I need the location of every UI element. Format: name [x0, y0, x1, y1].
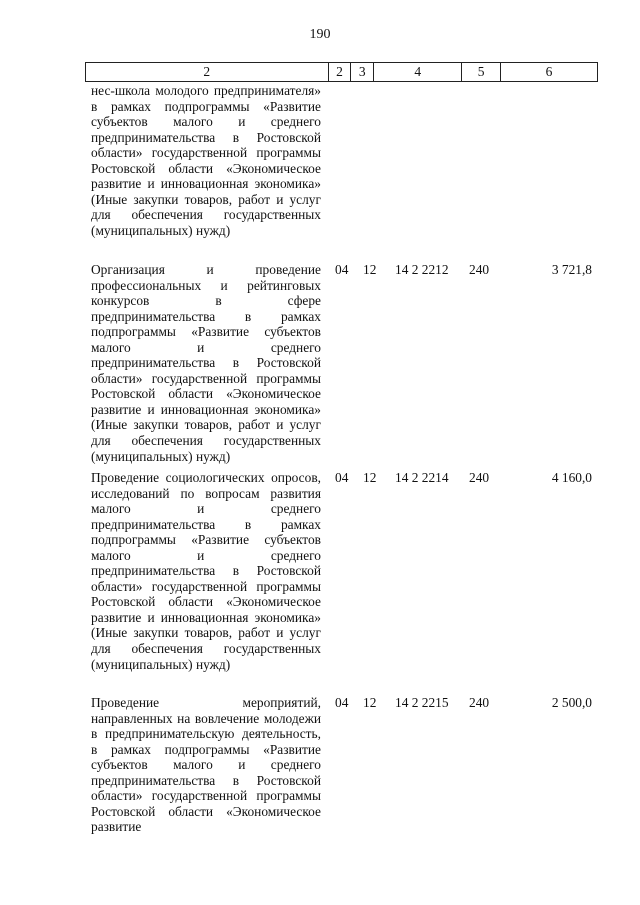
column-header: 2: [86, 63, 329, 81]
table-header: [85, 62, 598, 82]
column-header: 2: [329, 63, 352, 81]
row-amount: 2 500,0: [551, 695, 592, 710]
row-expense-type: 240: [469, 262, 490, 277]
row-target-article: 14 2 2215: [395, 695, 449, 710]
column-header: 4: [374, 63, 462, 81]
row-section-code: 04: [335, 470, 349, 485]
row-expense-type: 240: [469, 470, 490, 485]
row-amount: 4 160,0: [551, 470, 592, 485]
column-header: 6: [545, 64, 553, 79]
column-header: 3: [351, 63, 374, 81]
row-description: Проведение мероприятий, направленных на вовлечение молодежи в предпринимательскую деятельность, в рамках подпрограммы «Развитие субъектов малого и среднего предпринимательства в Ростовской области» государственной программы Ростовской области «Экономическое развитие: [91, 695, 321, 835]
row-section-code: 04: [335, 695, 349, 710]
row-description: Организация и проведение профессиональных и рейтинговых конкурсов в сфере предпринимательства в рамках подпрограммы «Развитие субъектов малого и среднего предпринимательства в Ростовской области» государственной программы Ростовской области «Экономическое развитие и инновационная экономика» (Иные закупки товаров, работ и услуг для обеспечения государственных (муниципальных) нужд): [91, 262, 321, 464]
row-description: Проведение социологических опросов, исследований по вопросам развития малого и среднего предпринимательства в рамках подпрограммы «Развитие субъектов малого и среднего предпринимательства в Ростовской области» государственной программы Ростовской области «Экономическое развитие и инновационная экономика» (Иные закупки товаров, работ и услуг для обеспечения государственных (муниципальных) нужд): [91, 470, 321, 672]
budget-table: [85, 62, 598, 82]
row-amount: 3 721,8: [551, 262, 592, 277]
row-expense-type: 240: [469, 695, 490, 710]
row-subsection-code: 12: [363, 695, 377, 710]
row-section-code: 04: [335, 262, 349, 277]
row-subsection-code: 12: [363, 262, 377, 277]
page-number: 190: [309, 27, 331, 42]
row-target-article: 14 2 2214: [395, 470, 449, 485]
row-subsection-code: 12: [363, 470, 377, 485]
row-target-article: 14 2 2212: [395, 262, 449, 277]
column-header: 5: [462, 63, 501, 81]
row-description: нес-школа молодого предпринимателя» в рамках подпрограммы «Развитие субъектов малого и среднего предпринимательства в Ростовской области» государственной программы Ростовской области «Экономическое развитие и инновационная экономика» (Иные закупки товаров, работ и услуг для обеспечения государственных (муниципальных) нужд): [91, 83, 321, 238]
